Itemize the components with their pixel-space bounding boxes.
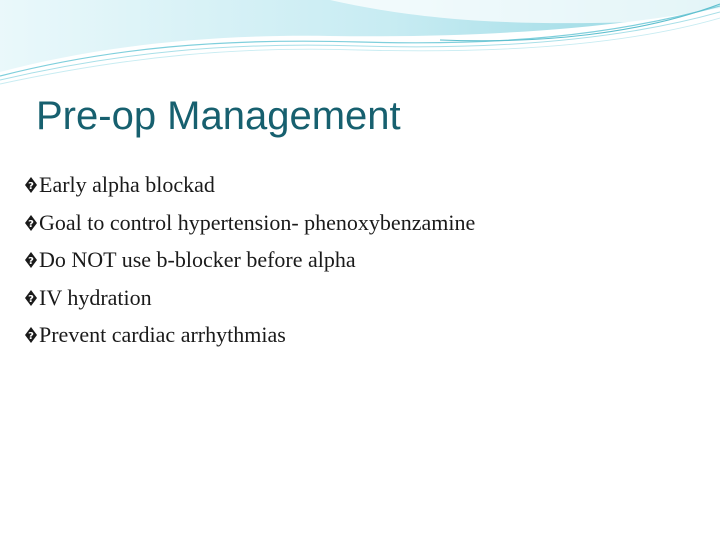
- replacement-character-icon: [24, 326, 38, 344]
- svg-text:?: ?: [28, 181, 34, 192]
- bullet-text: IV hydration: [39, 284, 152, 310]
- bullet-item: [24, 166, 475, 204]
- bullet-text: Prevent cardiac arrhythmias: [39, 322, 286, 347]
- bullet-text: Do NOT use b-blocker before alpha: [39, 247, 356, 272]
- bullet-item: [24, 279, 475, 317]
- replacement-character-icon: [24, 214, 38, 232]
- bullet-list: [24, 166, 475, 354]
- svg-text:?: ?: [28, 256, 34, 267]
- bullet-text: Goal to control hypertension- phenoxybenzamine: [39, 209, 476, 235]
- svg-text:?: ?: [28, 293, 34, 305]
- bullet-item: [24, 241, 475, 279]
- header-wave-decoration: [0, 0, 720, 90]
- bullet-text: Early alpha blockad: [39, 172, 215, 197]
- slide-title: Pre-op Management: [36, 94, 401, 138]
- bullet-item: [24, 204, 475, 242]
- replacement-character-icon: [24, 289, 38, 307]
- replacement-character-icon: [24, 251, 38, 269]
- svg-text:?: ?: [28, 218, 34, 230]
- bullet-item: [24, 316, 475, 354]
- svg-text:?: ?: [28, 331, 34, 342]
- replacement-character-icon: [24, 176, 38, 194]
